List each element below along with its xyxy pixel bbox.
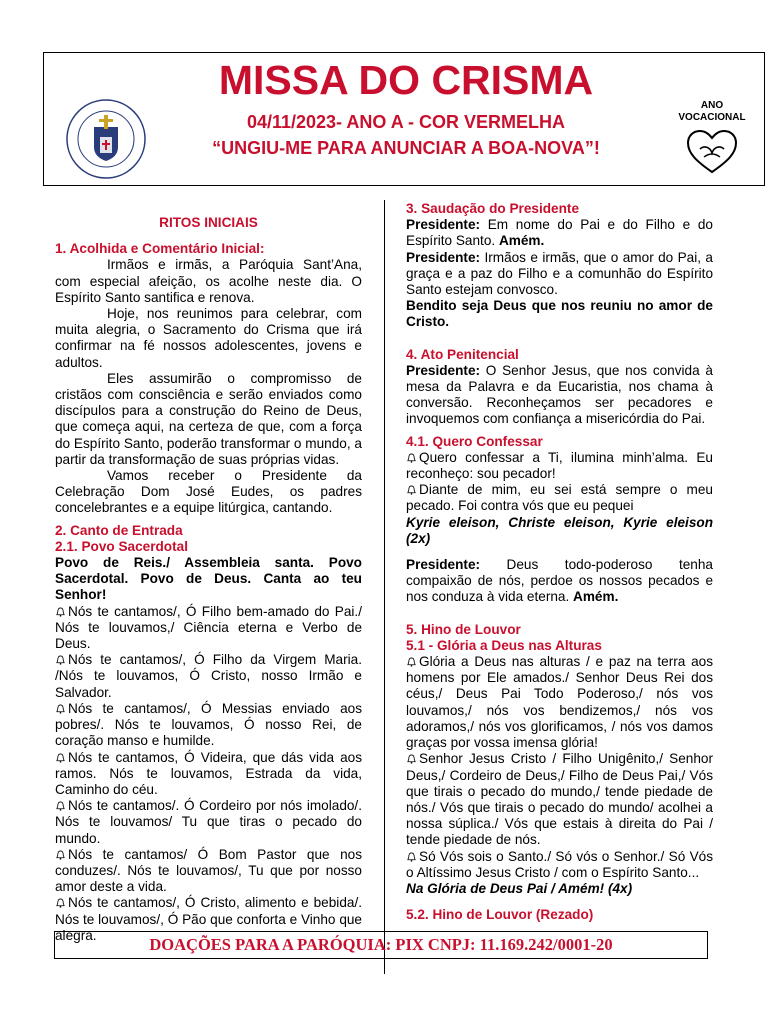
paragraph: Presidente: Irmãos e irmãs, que o amor do Pai, a graça e a paz do Filho e a comunhão do Espírito Santo estejam convosco.: [406, 249, 713, 298]
donation-banner: DOAÇÕES PARA A PARÓQUIA: PIX CNPJ: 11.169.242/0001-20: [54, 931, 708, 959]
verse: Nós te cantamos/, Ó Filho bem-amado do Pai./ Nós te louvamos,/ Ciência eterna e Verbo de Deus.: [55, 603, 362, 652]
paragraph: Presidente: Deus todo-poderoso tenha compaixão de nós, perdoe os nossos pecados e nos conduza à vida eterna. Amém.: [406, 557, 713, 605]
paragraph: Presidente: O Senhor Jesus, que nos convida à mesa da Palavra e da Eucaristia, nos chama à conversão. Reconheçamos ser pecadores e invoquemos com confiança a misericórdia do Pai.: [406, 362, 713, 427]
verse: Glória a Deus nas alturas / e paz na terra aos homens por Ele amados./ Senhor Deus Rei dos céus,/ Deus Pai Todo Poderoso,/ nós vos louvamos,/ nós vos bendizemos,/ nós vos adoramos,/ nós vos glorificamos, / nós vos damos graças por vossa imensa glória!: [406, 654, 713, 751]
verse: Nós te cantamos/, Ó Messias enviado aos pobres/. Nós te louvamos, Ó nosso Rei, de coração manso e humilde.: [55, 700, 362, 749]
verse: Diante de mim, eu sei está sempre o meu pecado. Foi contra vós que eu pequei: [406, 482, 713, 514]
section-5-2-title: 5.2. Hino de Louvor (Rezado): [406, 907, 594, 923]
bell-icon: [406, 657, 417, 667]
paragraph: Hoje, nos reunimos para celebrar, com muita alegria, o Sacramento do Crisma que irá confirmar na fé nossos adolescentes, jovens e adultos.: [55, 306, 362, 370]
gloria-end: Na Glória de Deus Pai / Amém! (4x): [406, 880, 633, 896]
refrain: Povo de Reis./ Assembleia santa. Povo Sacerdotal. Povo de Deus. Canta ao teu Senhor!: [55, 555, 362, 603]
verse: Senhor Jesus Cristo / Filho Unigênito,/ Senhor Deus,/ Cordeiro de Deus,/ Filho de Deus Pai,/ Vós que tirais o pecado do mundo,/ tende piedade de nós./ Vós que tirais o pecado do mundo/ acolhei a nossa súplica./ Vós que estais à direita do Pai / tende piedade de nós.: [406, 751, 713, 848]
column-divider: [384, 200, 385, 974]
bell-icon: [406, 754, 417, 764]
bell-icon: [55, 753, 66, 763]
right-column: [406, 201, 713, 923]
ano-vocacional-badge: ANO VOCACIONAL: [678, 100, 746, 123]
section-5-title: 5. Hino de Louvor: [406, 621, 521, 637]
bell-icon: [406, 485, 417, 495]
verse: Só Vós sois o Santo./ Só vós o Senhor./ Só Vós o Altíssimo Jesus Cristo / com o Espírito Santo...: [406, 848, 713, 880]
bell-icon: [55, 898, 66, 908]
kyrie: Kyrie eleison, Christe eleison, Kyrie eleison (2x): [406, 514, 713, 546]
section-1-title: 1. Acolhida e Comentário Inicial:: [55, 241, 265, 257]
paragraph: Presidente: Em nome do Pai e do Filho e do Espírito Santo. Amém.: [406, 217, 713, 249]
verse: Nós te cantamos/, Ó Filho da Virgem Maria. /Nós te louvamos, Ó Cristo, nosso Irmão e Salvador.: [55, 652, 362, 700]
bell-icon: [55, 704, 66, 714]
bell-icon: [55, 655, 66, 665]
page-title: MISSA DO CRISMA: [218, 57, 594, 103]
verse: Nós te cantamos/, Ó Cristo, alimento e bebida/. Nós te louvamos/, Ó Pão que conforta e Vinho que alegra.: [55, 895, 362, 943]
bell-icon: [55, 850, 66, 860]
header-box: [43, 52, 765, 186]
bell-icon: [55, 607, 66, 617]
section-2-1-title: 2.1. Povo Sacerdotal: [55, 538, 188, 554]
bell-icon: [406, 852, 417, 862]
left-column: [55, 215, 362, 944]
ritos-heading: RITOS INICIAIS: [159, 215, 258, 230]
section-2-title: 2. Canto de Entrada: [55, 522, 183, 538]
heart-hands-icon: [686, 129, 738, 175]
paragraph: Vamos receber o Presidente da Celebração Dom José Eudes, os padres concelebrantes e a equipe litúrgica, cantando.: [55, 468, 362, 516]
verse: Nós te cantamos/ Ó Bom Pastor que nos conduzes/. Nós te louvamos/, Tu que por nosso amor deste a vida.: [55, 846, 362, 895]
section-5-1-title: 5.1 - Glória a Deus nas Alturas: [406, 637, 602, 653]
theme-subtitle: “UNGIU-ME PARA ANUNCIAR A BOA-NOVA”!: [212, 138, 600, 158]
section-3-title: 3. Saudação do Presidente: [406, 201, 580, 216]
bell-icon: [406, 453, 417, 463]
date-subtitle: 04/11/2023- ANO A - COR VERMELHA: [246, 112, 566, 132]
section-4-1-title: 4.1. Quero Confessar: [406, 433, 543, 449]
bell-icon: [55, 801, 66, 811]
verse: Nós te cantamos/. Ó Cordeiro por nós imolado/. Nós te louvamos/ Tu que tiras o pecado do mundo.: [55, 798, 362, 846]
verse: Nós te cantamos, Ó Videira, que dás vida aos ramos. Nós te louvamos, Estrada da vida, Caminho do céu.: [55, 749, 362, 797]
section-4-title: 4. Ato Penitencial: [406, 346, 519, 362]
paragraph: Eles assumirão o compromisso de cristãos com consciência e serão enviados como discípulos para a construção do Reino de Deus, que começa aqui, na certeza de que, com a força do Espírito Santo, poderão transformar o mundo, a partir da transformação de suas próprias vidas.: [55, 370, 362, 467]
response: Bendito seja Deus que nos reuniu no amor de Cristo.: [406, 298, 713, 330]
paragraph: Irmãos e irmãs, a Paróquia Sant’Ana, com especial afeição, os acolhe neste dia. O Espírito Santo santifica e renova.: [55, 257, 362, 305]
verse: Quero confessar a Ti, ilumina minh’alma. Eu reconheço: sou pecador!: [406, 449, 713, 482]
